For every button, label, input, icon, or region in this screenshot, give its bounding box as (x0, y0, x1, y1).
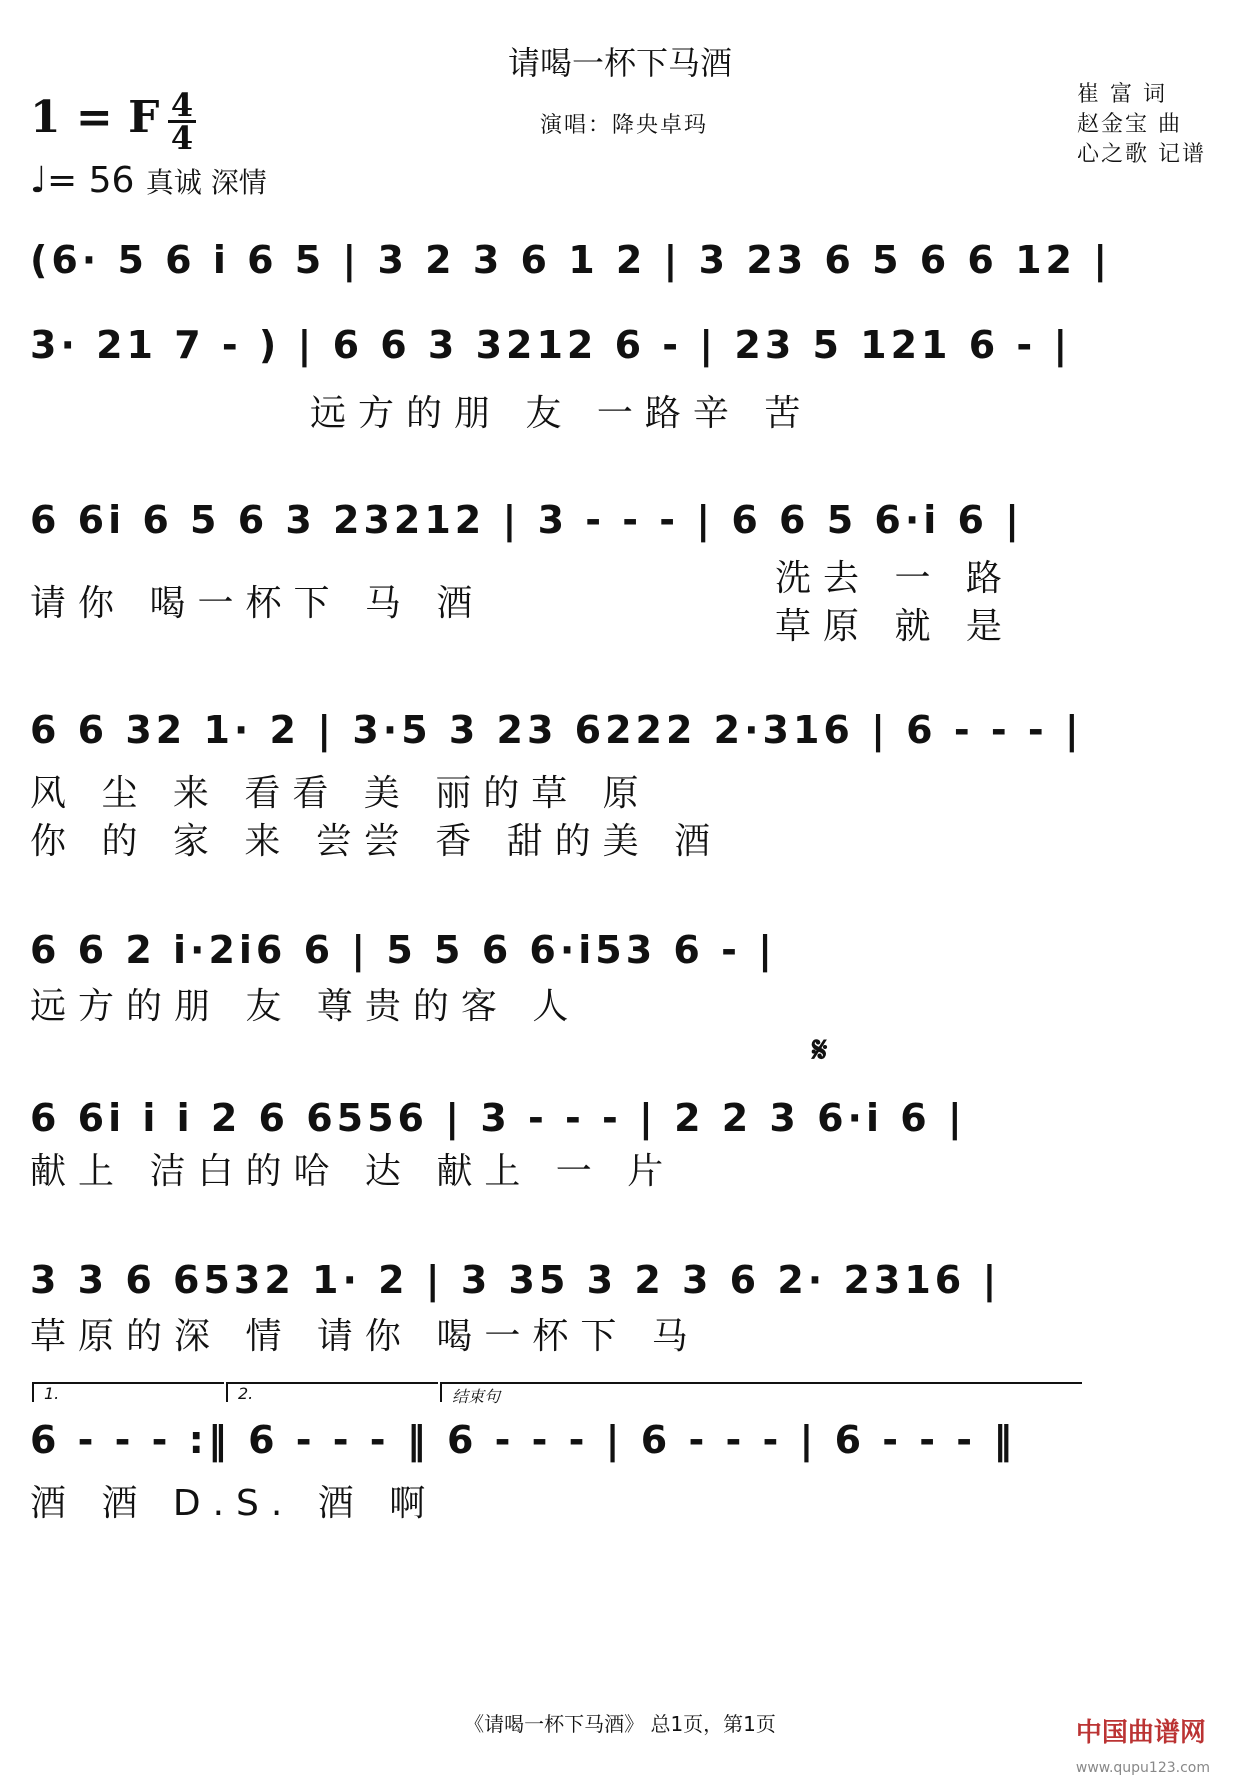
notes-line-8: 6 - - - :‖ 6 - - - ‖ 6 - - - | 6 - - - | 6 - - - ‖ (30, 1418, 1017, 1462)
time-bottom: 4 (170, 119, 194, 157)
composer: 赵金宝 曲 (1077, 112, 1182, 137)
lyrics-line-3-verse2: 草原 就 是 (775, 606, 1014, 647)
tempo-marking (30, 160, 267, 201)
notes-line-3: 6 6i 6 5 6 3 23212 | 3 - - - | 6 6 5 6·i 6 | (30, 498, 1024, 542)
transcriber: 心之歌 记谱 (1077, 142, 1206, 167)
time-signature (162, 86, 202, 157)
site-watermark (1076, 1712, 1210, 1779)
lyricist: 崔 富 词 (1077, 82, 1167, 107)
lyrics-line-3: 请你 喝一杯下 马 酒 (30, 583, 485, 624)
tempo-value: ♩= 56 (30, 160, 135, 201)
page-footer: 《请喝一杯下马酒》 总1页，第1页 (464, 1712, 776, 1736)
lyrics-line-8: 酒 酒 D.S. 酒 啊 (30, 1483, 438, 1524)
score-title: 请喝一杯下马酒 (507, 44, 732, 82)
lyrics-line-7: 草原的深 情 请你 喝一杯下 马 (30, 1316, 700, 1357)
lyrics-line-2: 远方的朋 友 一路辛 苦 (310, 393, 813, 434)
notes-line-5: 6 6 2 i·2i6 6 | 5 5 6 6·i53 6 - | (30, 928, 776, 972)
score-line-3 (0, 470, 1240, 670)
score-line-4 (0, 680, 1240, 880)
notes-line-4: 6 6 32 1· 2 | 3·5 3 23 6222 2·316 | 6 - - - | (30, 708, 1083, 752)
key-signature: 1 = F (30, 92, 160, 143)
lyrics-line-4-verse1: 风 尘 来 看看 美 丽的草 原 (30, 773, 651, 814)
ending-phrase-marker: 结束句 (440, 1382, 1082, 1402)
score-line-2 (0, 295, 1240, 495)
watermark-url: www.qupu123.com (1075, 1760, 1210, 1776)
lyrics-line-6: 献上 洁白的哈 达 献上 一 片 (30, 1151, 676, 1192)
singer-credit: 演唱：降央卓玛 (540, 113, 709, 138)
notes-line-2: 3· 21 7 - ) | 6 6 3 3212 6 - | 23 5 121 6 - | (30, 323, 1072, 367)
lyrics-line-3-verse1: 洗去 一 路 (775, 558, 1014, 599)
notes-line-6: 6 6i i i 2 6 6556 | 3 - - - | 2 2 3 6·i 6 | (30, 1096, 966, 1140)
watermark-name: 中国曲谱网 (1075, 1718, 1206, 1748)
time-top: 4 (170, 86, 194, 124)
score-line-8 (0, 1380, 1240, 1580)
notes-line-1: (6· 5 6 i 6 5 | 3 2 3 6 1 2 | 3 23 6 5 6 6 12 | (30, 238, 1112, 282)
lyrics-line-5: 远方的朋 友 尊贵的客 人 (30, 986, 581, 1027)
author-credits (1077, 80, 1206, 170)
tempo-expression: 真诚 深情 (145, 166, 267, 199)
volta-first-ending: 1. (32, 1382, 224, 1402)
volta-second-ending: 2. (226, 1382, 438, 1402)
notes-line-7: 3 3 6 6532 1· 2 | 3 35 3 2 3 6 2· 2316 | (30, 1258, 1001, 1302)
segno-sign: 𝄋 (812, 1030, 828, 1071)
lyrics-line-4-verse2: 你 的 家 来 尝尝 香 甜的美 酒 (30, 821, 723, 862)
